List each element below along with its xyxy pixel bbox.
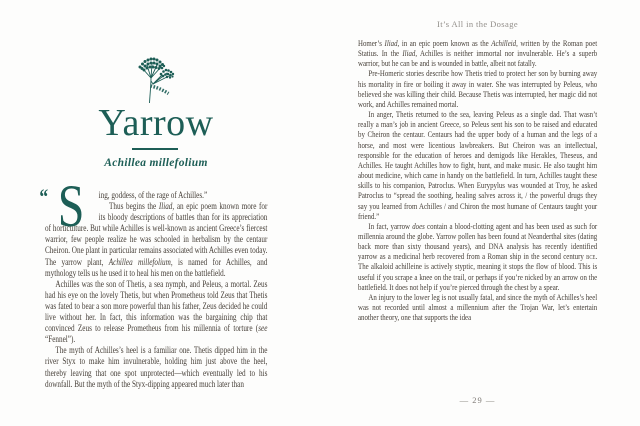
running-header: It’s All in the Dosage	[436, 19, 519, 29]
drop-cap	[39, 173, 96, 239]
body-paragraph: Pre-Homeric stories describe how Thetis tried to protect her son by burning away his mortality in fire or boiling it away in water. She was interrupted by Peleus, who believed she was killing their child. Because Thetis was interrupted, her magic did not work, and Achilles remained mortal.	[358, 68, 598, 109]
yarrow-plant-icon	[134, 55, 178, 103]
page-number: — 29 —	[459, 395, 496, 405]
right-page-text	[358, 38, 597, 322]
body-paragraph: Homer’s Iliad, in an epic poem known as the Achilleid, written by the Roman poet Statius. In the Iliad, Achilles is neither immortal nor invulnerable. He’s a superb warrior, but he can be and is wounded in battle, albeit not fatally.	[358, 38, 598, 69]
body-paragraph: An injury to the lower leg is not usually fatal, and since the myth of Achilles’s heel was not recorded until almost a millennium after the Trojan War, let’s entertain another theory, one that supports the idea	[358, 291, 598, 323]
body-paragraph: In anger, Thetis returned to the sea, leaving Peleus as a single dad. That wasn’t really a man’s job in ancient Greece, so Peleus sent his son to be raised and educated by Cheiron the centaur. Centaurs had the upper body of a human and the legs of a horse, and most were licentious lawbreakers. But Cheiron was an intellectual, responsible for the education of heroes and demigods like Herakles, Theseus, and Achilles. He taught Achilles how to fight, hunt, and make music. He also taught him about medicine, which came in handy on the battlefield. In turn, Achilles taught these skills to his companion, Patroclus. When Eurypylus was wounded at Troy, he asked Patroclus to “spread the soothing, healing salves across it, / the powerful drugs they say you learned from Achilles / and Chiron the most humane of Centaurs taught your friend.”	[358, 109, 598, 221]
body-paragraph: ing, goddess, of the rage of Achilles.”	[98, 190, 208, 200]
latin-name: Achillea millefolium	[104, 157, 208, 169]
left-page-text	[39, 173, 268, 390]
drop-cap-letter: S	[57, 173, 85, 239]
body-paragraph: Thus begins the Iliad, an epic poem known more for its bloody descriptions of battles than for its appreciation of horticulture. But while Achilles is well-known as ancient Greece’s fiercest warrior, few people realize he was schooled in herbalism by the centaur Cheiron. One plant in particular remains associated with Achilles even today. The yarrow plant, Achillea millefolium, is named for Achilles, and mythology tells us he used it to heal his men on the battlefield.	[45, 201, 268, 278]
chapter-title: Yarrow	[98, 102, 214, 144]
body-paragraph: Achilles was the son of Thetis, a sea nymph, and Peleus, a mortal. Zeus had his eye on the lovely Thetis, but when Prometheus told Zeus that Thetis was fated to bear a son more powerful than his father, Zeus decided he could live without her. In fact, this information was the bargaining chip that convinced Zeus to release Prometheus from his millennia of torture (see “Fennel”).	[45, 278, 268, 345]
opening-quote-mark: “	[39, 184, 49, 209]
title-rule	[132, 148, 178, 150]
body-paragraph: In fact, yarrow does contain a blood-clotting agent and has been used as such for millennia around the globe. Yarrow pollen has been found at Neanderthal sites (dating back more than sixty thousand years), and DNA analysis has recently identified yarrow as a medicinal herb recovered from a Roman ship in the second century bce. The alkaloid achilleine is actively styptic, meaning it stops the flow of blood. This is useful if you scrape a knee on the trail, or perhaps if you’re nicked by an arrow on the battlefield. It does not help if you’re pierced through the chest by a spear.	[358, 220, 598, 292]
body-paragraph: The myth of Achilles’s heel is a familiar one. Thetis dipped him in the river Styx to make him invulnerable, holding him just above the heel, thereby leaving that one spot unprotected—which eventually led to his downfall. But the myth of the Styx-dipping appeared much later than	[45, 345, 268, 389]
